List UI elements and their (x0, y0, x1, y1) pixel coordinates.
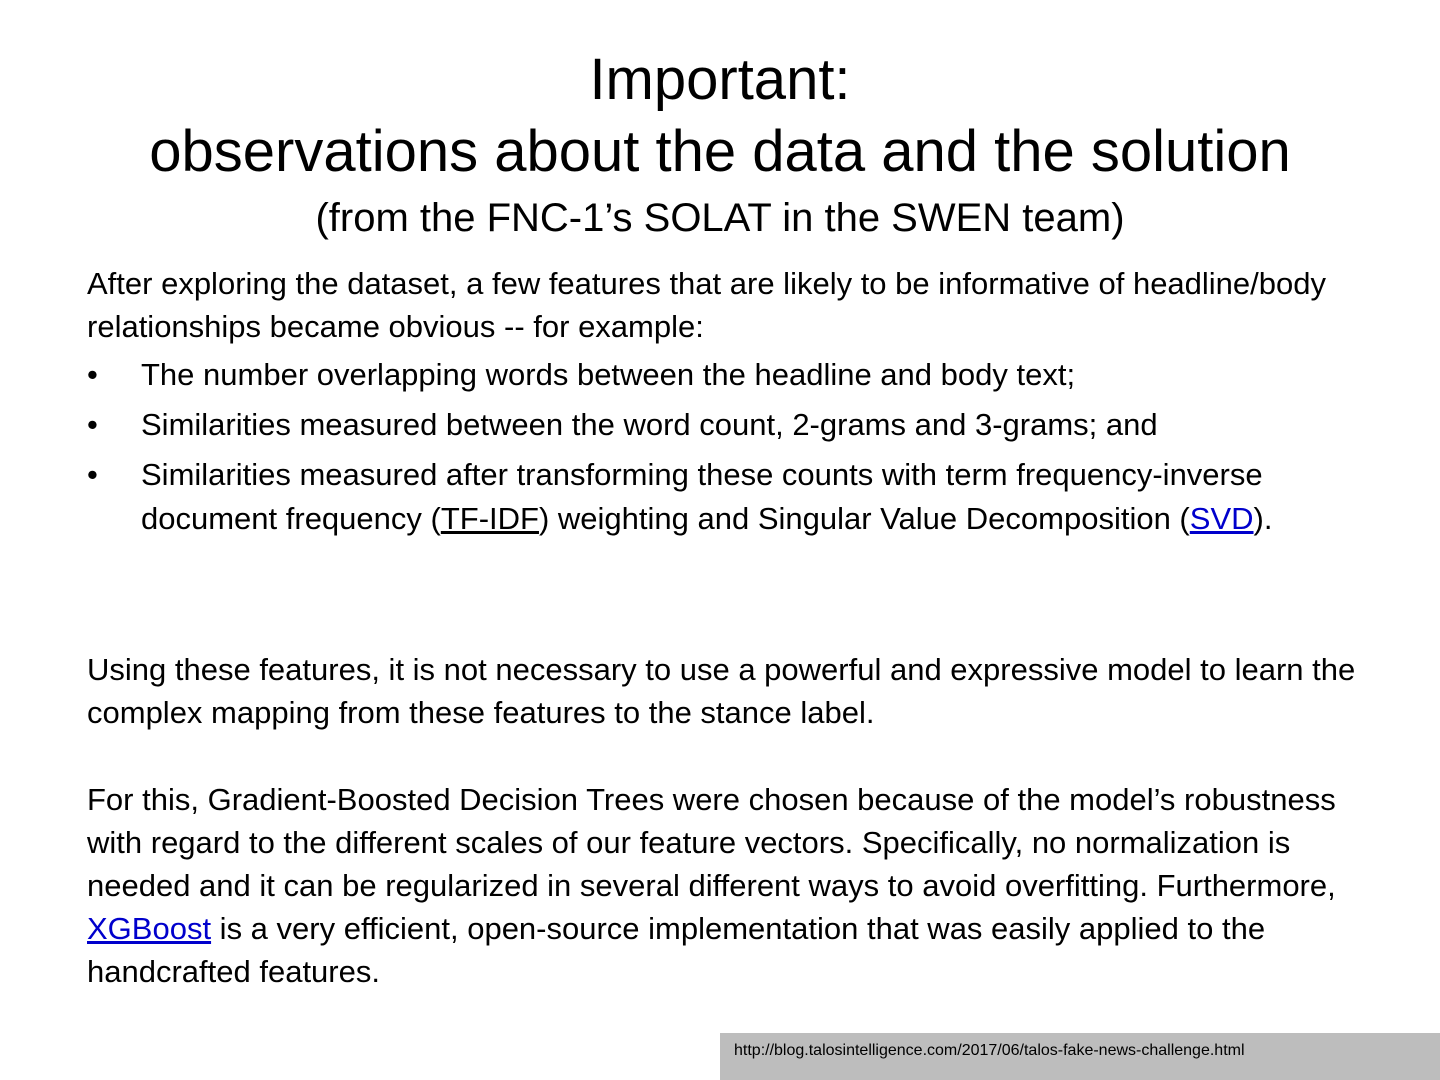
subtitle: (from the FNC-1’s SOLAT in the SWEN team) (315, 196, 1125, 240)
bullet-icon: • (87, 457, 98, 492)
feature-list (87, 353, 1387, 547)
list-item (87, 453, 1387, 541)
list-item-text: The number overlapping words between the headline and body text; (141, 357, 1076, 392)
svd-link[interactable]: SVD (1189, 501, 1254, 536)
title-line-1: Important: (589, 47, 851, 112)
list-item-text-middle: ) weighting and Singular Value Decomposition ( (538, 501, 1190, 536)
gbdt-text-after: is a very efficient, open-source implementation that was easily applied to the handcrafted features. (87, 911, 1266, 989)
model-paragraph: Using these features, it is not necessary to use a powerful and expressive model to learn the complex mapping from these features to the stance label. (87, 652, 1356, 730)
list-item-text-before: Similarities measured after transforming these counts with term frequency-inverse document frequency ( (141, 457, 1263, 536)
intro-paragraph: After exploring the dataset, a few features that are likely to be informative of headline/body relationships became obvious -- for example: (87, 266, 1327, 344)
title-block (0, 44, 1440, 248)
gbdt-text-before: For this, Gradient-Boosted Decision Trees were chosen because of the model’s robustness with regard to the different scales of our feature vectors. Specifically, no normalization is needed and it can be regularized in several different ways to avoid overfitting. Furthermore, (87, 782, 1336, 903)
source-footer (720, 1033, 1440, 1080)
title-line-2: observations about the data and the solution (149, 119, 1291, 184)
list-item-text: Similarities measured between the word count, 2-grams and 3-grams; and (141, 407, 1158, 442)
bullet-icon: • (87, 407, 98, 442)
bullet-icon: • (87, 357, 98, 392)
xgboost-link[interactable]: XGBoost (87, 911, 212, 946)
source-url[interactable]: http://blog.talosintelligence.com/2017/06/talos-fake-news-challenge.html (734, 1042, 1245, 1059)
list-item (87, 353, 1387, 397)
list-item-text-after: ). (1253, 501, 1273, 536)
list-item (87, 403, 1387, 447)
gbdt-paragraph (87, 778, 1387, 993)
tf-idf-link[interactable]: TF-IDF (440, 501, 539, 536)
